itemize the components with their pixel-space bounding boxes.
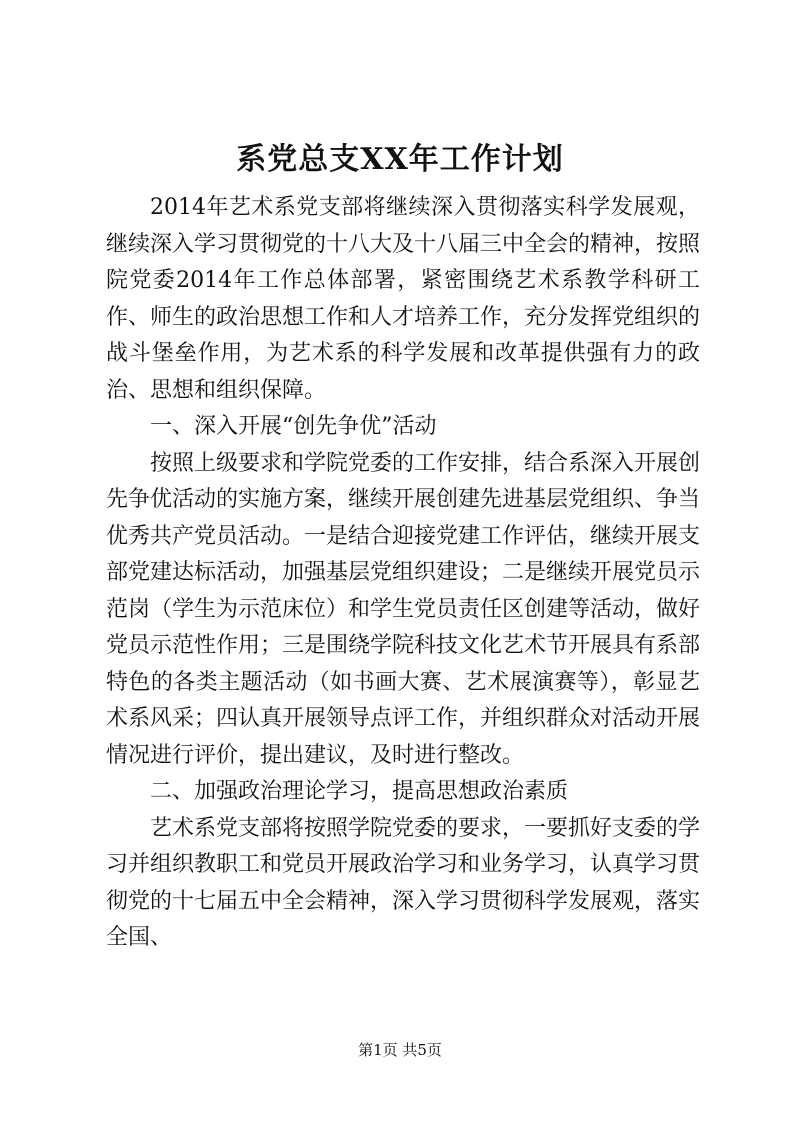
section-1-paragraph: 按照上级要求和学院党委的工作安排，结合系深入开展创先争优活动的实施方案，继续开展创建先进基层党组织、争当优秀共产党员活动。一是结合迎接党建工作评估，继续开展支部党建达标活动，加强基层党组织建设；二是继续开展党员示范岗（学生为示范床位）和学生党员责任区创建等活动，做好党员示范性作用；三是围绕学院科技文化艺术节开展具有系部特色的各类主题活动（如书画大赛、艺术展演赛等），彰显艺术系风采；四认真开展领导点评工作，并组织群众对活动开展情况进行评价，提出建议，及时进行整改。: [106, 450, 701, 768]
section-1-heading: 一、深入开展“创先争优”活动: [150, 414, 437, 439]
document-body: [106, 190, 700, 957]
intro-paragraph: 2014年艺术系党支部将继续深入贯彻落实科学发展观，继续深入学习贯彻党的十八大及十八届三中全会的精神，按照院党委2014年工作总体部署，紧密围绕艺术系教学科研工作、师生的政治思想工作和人才培养工作，充分发挥党组织的战斗堡垒作用，为艺术系的科学发展和改革提供强有力的政治、思想和组织保障。: [106, 195, 701, 403]
section-2-paragraph: 艺术系党支部将按照学院党委的要求，一要抓好支委的学习并组织教职工和党员开展政治学习和业务学习，认真学习贯彻党的十七届五中全会精神，深入学习贯彻科学发展观，落实全国、: [106, 815, 701, 950]
section-2-heading: 二、加强政治理论学习，提高思想政治素质: [150, 779, 569, 804]
document-title: 系党总支XX年工作计划: [236, 142, 564, 177]
page-footer: 第1页 共5页: [358, 1041, 442, 1059]
